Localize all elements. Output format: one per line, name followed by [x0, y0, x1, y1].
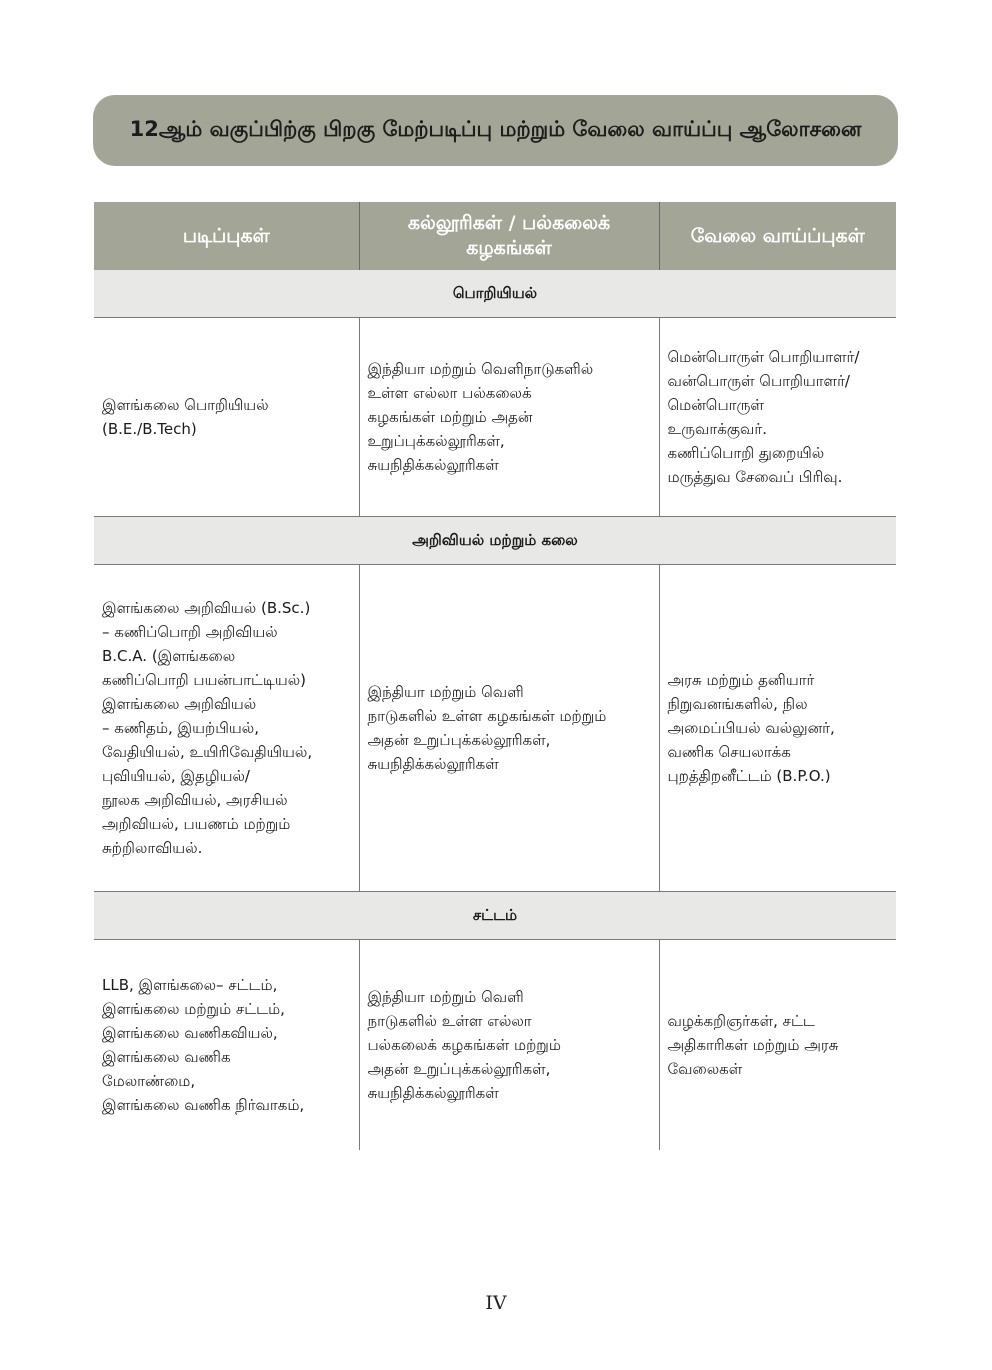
section-title: அறிவியல் மற்றும் கலை: [94, 517, 896, 565]
job-cell: மென்பொருள் பொறியாளர்/ வன்பொருள் பொறியாளர்/ மென்பொருள் உருவாக்குவர். கணிப்பொறி துறையில் மருத்துவ சேவைப் பிரிவு.: [659, 318, 896, 517]
section-row-engineering: [94, 270, 896, 318]
table-row: [94, 565, 896, 892]
header-jobs: வேலை வாய்ப்புகள்: [659, 202, 896, 270]
course-cell: LLB, இளங்கலை– சட்டம், இளங்கலை மற்றும் சட்டம், இளங்கலை வணிகவியல், இளங்கலை வணிக மேலாண்மை, இளங்கலை வணிக நிர்வாகம்,: [94, 940, 359, 1150]
header-courses: படிப்புகள்: [94, 202, 359, 270]
course-cell: இளங்கலை அறிவியல் (B.Sc.) – கணிப்பொறி அறிவியல் B.C.A. (இளங்கலை கணிப்பொறி பயன்பாட்டியல்) இளங்கலை அறிவியல் – கணிதம், இயற்பியல், வேதியியல், உயிரிவேதியியல், புவியியல், இதழியல்/ நூலக அறிவியல், அரசியல் அறிவியல், பயணம் மற்றும் சுற்றிலாவியல்.: [94, 565, 359, 892]
course-cell: இளங்கலை பொறியியல் (B.E./B.Tech): [94, 318, 359, 517]
section-row-science-arts: [94, 517, 896, 565]
table-header-row: [94, 202, 896, 270]
section-row-law: [94, 892, 896, 940]
page-number: IV: [485, 1292, 507, 1314]
job-cell: வழக்கறிஞர்கள், சட்ட அதிகாரிகள் மற்றும் அரசு வேலைகள்: [667, 1011, 839, 1078]
section-title: பொறியியல்: [94, 270, 896, 318]
page-title: 12ஆம் வகுப்பிற்கு பிறகு மேற்படிப்பு மற்றும் வேலை வாய்ப்பு ஆலோசனை: [129, 117, 862, 141]
college-cell: இந்தியா மற்றும் வெளி நாடுகளில் உள்ள கழகங்கள் மற்றும் அதன் உறுப்புக்கல்லூரிகள், சுயநிதிக்கல்லூரிகள்: [359, 565, 659, 892]
college-cell: இந்தியா மற்றும் வெளி நாடுகளில் உள்ள எல்லா பல்கலைக் கழகங்கள் மற்றும் அதன் உறுப்புக்கல்லூரிகள், சுயநிதிக்கல்லூரிகள்: [359, 940, 659, 1150]
title-banner: [93, 95, 898, 166]
header-colleges: கல்லூரிகள் / பல்கலைக் கழகங்கள்: [359, 202, 659, 270]
section-title: சட்டம்: [94, 892, 896, 940]
career-guidance-table: [94, 202, 896, 1150]
table-row: [94, 318, 896, 517]
college-cell: இந்தியா மற்றும் வெளிநாடுகளில் உள்ள எல்லா பல்கலைக் கழகங்கள் மற்றும் அதன் உறுப்புக்கல்லூரிகள், சுயநிதிக்கல்லூரிகள்: [359, 318, 659, 517]
job-cell: அரசு மற்றும் தனியார் நிறுவனங்களில், நில அமைப்பியல் வல்லுனர், வணிக செயலாக்க புறத்திறனீட்டம் (B.P.O.): [659, 565, 896, 892]
table-row: [94, 940, 896, 1150]
